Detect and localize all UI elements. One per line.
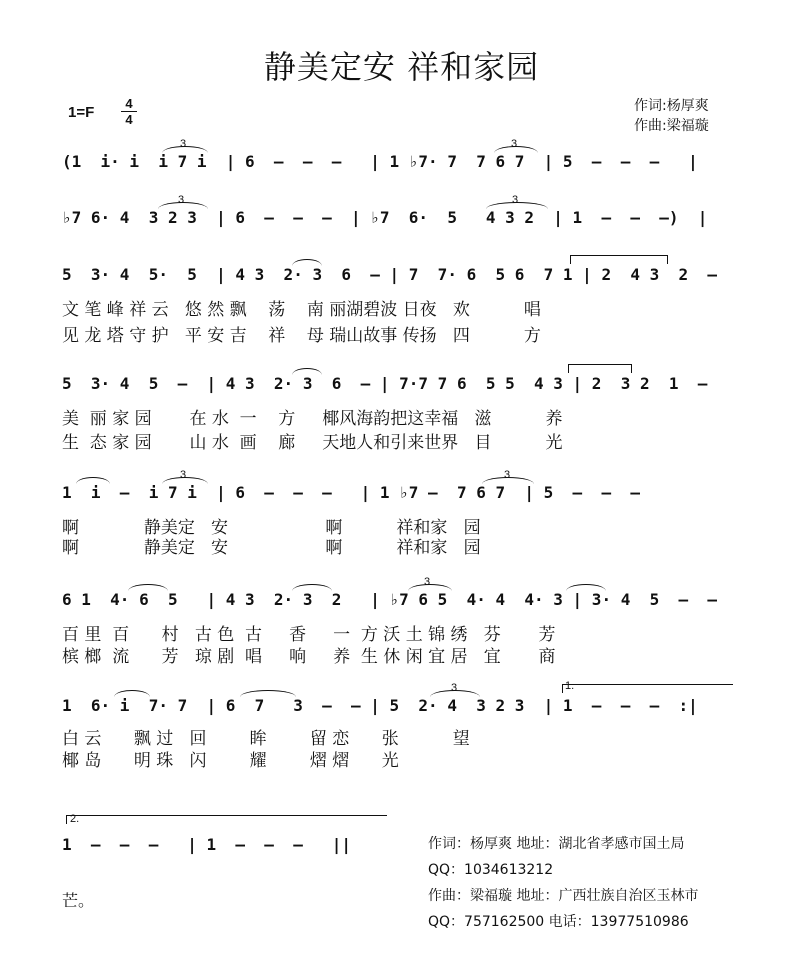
footer-composer: 作曲：梁福璇 地址：广西壮族自治区玉林市 [428,888,699,904]
lyric-verse-2: 槟 榔 流 芳 琼 剧 唱 响 养 生 休 闲 宜 居 宜 商 [62,647,556,667]
song-title: 静美定安 祥和家园 [263,48,540,86]
time-signature [118,96,140,127]
footer-lyricist-qq: QQ：1034613212 [428,862,554,878]
triplet-mark: 3 [504,469,511,481]
triplet-mark: 3 [180,138,187,150]
volta-1-label: 1. [565,680,575,692]
slur [76,477,110,484]
notation-line: 1 – – – | 1 – – – || [62,835,351,854]
lyric-verse-1: 啊 静美定 安 啊 祥和家 园 [62,518,481,538]
notation-line: 1 i – i 7 i | 6 – – – | 1 ♭7 – 7 6 7 | 5 – – – [62,483,640,502]
lyric-verse-2: 见 龙 塔 守 护 平 安 吉 祥 母 瑞山故事 传扬 四 方 [62,326,541,346]
notation-line: 5 3· 4 5 – | 4 3 2· 3 6 – | 7·7 7 6 5 5 4 3 | 2 3 2 1 – [62,374,708,393]
lyric-verse-2: 生 态 家 园 山 水 画 廊 天地人和引来世界 目 光 [62,433,563,453]
triplet-mark: 3 [178,194,185,206]
footer-composer-contact: QQ：757162500 电话：13977510986 [428,914,689,930]
credits [634,96,709,136]
meter-bottom: 4 [125,112,133,127]
meter-top: 4 [125,96,133,111]
slur [292,259,322,266]
lyric-verse-1: 美 丽 家 园 在 水 一 方 椰风海韵把这幸福 滋 养 [62,409,563,429]
footer-credits [428,831,698,935]
slur [114,690,150,697]
volta-2-bracket [66,815,387,824]
lyric-verse-1: 百 里 百 村 古 色 古 香 一 方 沃 土 锦 绣 芬 芳 [62,625,556,645]
lyric-verse-2: 椰 岛 明 珠 闪 耀 熠 熠 光 [62,751,399,771]
slur [240,690,296,697]
triplet-mark: 3 [512,194,519,206]
volta-2-label: 2. [70,813,80,825]
end-mark: 芒。 [62,891,95,910]
slur [566,584,606,591]
lyric-verse-1: 白 云 飘 过 回 眸 留 恋 张 望 [62,729,470,749]
footer-lyricist: 作词：杨厚爽 地址：湖北省孝感市国土局 [428,836,685,852]
triplet-mark: 3 [180,469,187,481]
volta-1-bracket [562,684,733,693]
lyricist-credit: 作词:杨厚爽 [634,98,709,114]
notation-line: ♭7 6· 4 3 2 3 | 6 – – – | ♭7 6· 5 4 3 2 | 1 – – –) | [62,208,708,227]
notation-line: 6 1 4· 6 5 | 4 3 2· 3 2 | ♭7 6 5 4· 4 4· 3 | 3· 4 5 – – [62,590,718,609]
triplet-mark: 3 [511,138,518,150]
slur [292,584,332,591]
slur [292,368,322,375]
triplet-mark: 3 [424,576,431,588]
lyric-verse-2: 啊 静美定 安 啊 祥和家 园 [62,538,481,558]
slur-bracket [570,255,668,264]
lyric-verse-1: 文 笔 峰 祥 云 悠 然 飘 荡 南 丽湖碧波 日夜 欢 唱 [62,300,541,320]
key-signature: 1=F [68,104,95,121]
notation-line: 5 3· 4 5· 5 | 4 3 2· 3 6 – | 7 7· 6 5 6 7 1 | 2 4 3 2 – [62,265,718,284]
notation-line: (1 i· i i 7 i | 6 – – – | 1 ♭7· 7 7 6 7 | 5 – – – | [62,152,698,171]
slur [128,584,168,591]
notation-line: 1 6· i 7· 7 | 6 7 3 – – | 5 2· 4 3 2 3 | 1 – – – :| [62,696,698,715]
slur-bracket [568,364,632,373]
triplet-mark: 3 [451,682,458,694]
composer-credit: 作曲:梁福璇 [634,118,709,134]
